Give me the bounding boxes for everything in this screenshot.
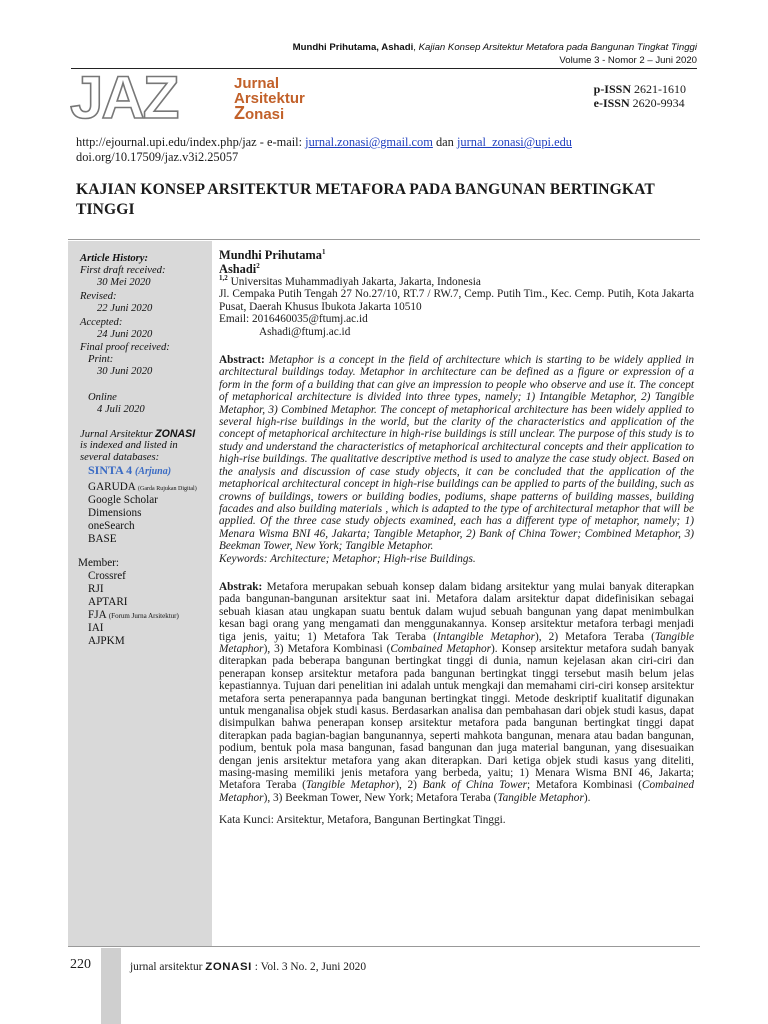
abstract-id-text-2: ), 2) Metafora Teraba ( — [535, 630, 655, 643]
issn-electronic-value: 2620-9934 — [632, 96, 685, 110]
email-link-upi[interactable]: jurnal_zonasi@upi.edu — [456, 135, 572, 149]
abstract-id-text-5: ), 2) — [395, 779, 423, 792]
author-2 — [219, 262, 694, 276]
abstract-id-label: Abstrak: — [219, 580, 263, 593]
abstract-id-italic-1: Intangible Metaphor — [436, 630, 535, 643]
fja-label: FJA — [88, 609, 107, 621]
author-1 — [219, 248, 694, 262]
keywords-id: Kata Kunci: Arsitektur, Metafora, Bangunan Bertingkat Tinggi. — [219, 814, 506, 827]
footer-journal — [130, 960, 366, 974]
title-rule — [68, 239, 700, 240]
sinta-note-wrap — [135, 463, 171, 477]
issn-block — [594, 82, 686, 110]
author-2-sup: 2 — [256, 261, 260, 270]
logo-letters: JAZ — [70, 64, 178, 131]
revised-label: Revised: — [80, 291, 117, 302]
issn-electronic — [594, 96, 686, 110]
abstract-en-label: Abstract: — [219, 354, 265, 367]
accepted-date: 24 Juni 2020 — [97, 329, 153, 340]
email-label: Email: — [219, 313, 252, 326]
abstract-id-italic-3: Combained Metaphor — [390, 642, 492, 655]
journal-url[interactable]: http://ejournal.upi.edu/index.php/jaz - e-mail: — [76, 135, 306, 149]
running-header-line: Mundhi Prihutama, Ashadi, Kajian Konsep Arsitektur Metafora pada Bangunan Tingkat Tinggi — [292, 42, 697, 53]
indexed-zonasi: ZONASI — [155, 428, 196, 440]
database-google-scholar: Google Scholar — [88, 494, 158, 506]
sinta-entry — [88, 464, 171, 478]
article-body — [219, 248, 694, 827]
first-draft-date: 30 Mei 2020 — [97, 277, 151, 288]
indexed-prefix: Jurnal Arsitektur — [80, 429, 156, 440]
first-draft-label: First draft received: — [80, 265, 166, 276]
database-onesearch: oneSearch — [88, 520, 135, 532]
member-crossref: Crossref — [88, 570, 126, 582]
affiliation — [219, 276, 694, 288]
email-conjunction: dan — [432, 135, 457, 149]
abstract-id-text-6: ; Metafora Kombinasi ( — [527, 779, 642, 792]
database-dimensions: Dimensions — [88, 507, 142, 519]
logo-line-zonasi — [234, 103, 285, 123]
logo-line-arsitektur: Arsitektur — [234, 90, 305, 107]
abstract-id-italic-2: Tangible Metaphor — [219, 630, 694, 655]
doi-link[interactable]: doi.org/10.17509/jaz.v3i2.25057 — [76, 150, 239, 164]
author-1-sup: 1 — [321, 247, 326, 256]
running-header-title: Kajian Konsep Arsitektur Metafora pada Bangunan Tingkat Tinggi — [418, 42, 697, 53]
member-fja — [88, 609, 179, 623]
history-label: Article History: — [80, 253, 148, 264]
logo-zonasi-rest: onasi — [245, 106, 285, 123]
footer-journal-suffix: : Vol. 3 No. 2, Juni 2020 — [251, 961, 367, 973]
abstract-id — [219, 581, 694, 804]
revised-date: 22 Juni 2020 — [97, 303, 153, 314]
author-2-name: Ashadi — [219, 262, 257, 276]
url-line — [76, 135, 572, 150]
address: Jl. Cempaka Putih Tengah 27 No.27/10, RT.7 / RW.7, Cemp. Putih Tim., Kec. Cemp. Putih, Kota Jakarta Pusat, Daerah Khusus Ibukota Jakarta 10510 — [219, 288, 694, 313]
print-label: Print: — [88, 354, 114, 365]
running-header-authors: Mundhi Prihutama, Ashadi — [292, 42, 414, 53]
member-aptari: APTARI — [88, 596, 128, 608]
abstract-id-text-1: Metafora merupakan sebuah konsep dalam bidang arsitektur yang mulai banyak diterapkan pada bangunan-bangunan arsitektur saat ini. Metafora dalam arsitektur dapat didefinisikan sebagai sebuah kiasan atau ungkapan suatu bentuk dalam wujud sebuah bangunan yang dapat menimbulkan kesan bagi orang yang mengamati dan menggunakannya. Konsep arsitektur metafora terbagi menjadi tiga jenis, yaitu; 1) Metafora Tak Teraba ( — [219, 580, 694, 643]
garuda-note: (Garda Rujukan Digital) — [138, 486, 197, 492]
affiliation-sup: 1,2 — [219, 274, 228, 283]
footer-journal-zonasi: ZONASI — [205, 961, 252, 973]
member-ajpkm: AJPKM — [88, 635, 125, 647]
online-date: 4 Juli 2020 — [97, 404, 145, 415]
fja-note: (Forum Jurna Arsitektur) — [108, 612, 179, 620]
keywords-en: Keywords: Architecture; Metaphor; High-rise Buildings. — [219, 552, 476, 565]
email-line-1 — [219, 313, 694, 325]
journal-logo — [70, 64, 316, 131]
indexed-line2: is indexed and listed in — [80, 440, 178, 451]
issn-print-value: 2621-1610 — [634, 82, 686, 96]
abstract-id-italic-5: Bank of China Tower — [422, 779, 528, 792]
garuda-label: GARUDA — [88, 481, 136, 493]
issn-print — [594, 82, 686, 96]
abstract-id-text-7: ), 3) Beekman Tower, New York; Metafora Teraba ( — [263, 791, 498, 804]
author-email-2: Ashadi@ftumj.ac.id — [259, 325, 351, 338]
abstract-en — [219, 354, 694, 553]
issn-electronic-label: e-ISSN — [593, 96, 630, 110]
journal-links — [76, 135, 572, 165]
affiliation-text: Universitas Muhammadiyah Jakarta, Jakarta, Indonesia — [227, 276, 481, 288]
accepted-label: Accepted: — [80, 317, 123, 328]
logo-zonasi-initial: Z — [234, 103, 245, 123]
issn-print-label: p-ISSN — [593, 82, 631, 96]
abstract-en-text: Metaphor is a concept in the field of architecture which is starting to be widely applied in architectural buildings today. Metaphor in architecture can be defined as a figure or expression of a form in the form of a building that can give an impression to people who observe and use it. The concept of metaphorical architecture is divided into three types, namely; 1) Intangible Metaphor, 2) Tangible Metaphor, 3) Combined Metaphor. The concept of metaphorical architecture has been widely applied to several high-rise buildings in the world, but the clarity of the characteristics and application of the concept of metaphorical architecture in high-rise buildings is still unclear. The purpose of this study is to study and understand the characteristics of metaphorical architectural concepts and their application to high-rise buildings. The qualitative descriptive method is used to analyze the case study object. Based on the analysis and discussion of case study objects, it can be concluded that the application of the metaphorical architectural concept in high-rise buildings can be applied to parts of the building, such as crowns of buildings, towers or building bodies, podiums, shape patterns of building masses, building facades and also building materials , which is adapted to the type of architectural metaphor that will be applied. Of the three case study objects examined, each has a different type of metaphor, namely; 1) Menara Wisma BNI 46, Jakarta; Tangible Metaphor, 2) Bank of China Tower; Combined Metaphor, 3) Beekman Tower, New York; Tangible Metaphor. — [219, 354, 694, 553]
running-header — [293, 41, 697, 67]
member-rji: RJI — [88, 583, 104, 595]
logo-line-jurnal: Jurnal — [234, 75, 280, 92]
running-header-volume: Volume 3 - Nomor 2 – Juni 2020 — [559, 55, 697, 66]
online-label: Online — [88, 392, 117, 403]
abstract-id-text-4: ). Konsep arsitektur metafora sudah banyak diterapkan pada beberapa bangunan bertingkat tinggi di dunia, namun kejelasan akan ciri-ciri dan penerapan konsep arsitektur metafora pada bangunan bertingkat tinggi tersebut masih belum jelas kepastiannya. Tujuan dari penelitian ini adalah untuk mengkaji dan memahami ciri-ciri konsep arsitektur metafora serta penerapannya pada bangunan bertingkat tinggi. Metode deskriptif kualitatif digunakan untuk menganalisa objek studi kasus. Berdasarkan analisa dan pembahasan dari objek studi kasus, dapat disimpulkan bahwa penerapan konsep arsitektur metafora pada bangunan bertingkat tinggi dapat diterapkan pada bagian-bagian bangunannya, seperti mahkota bangunan, menara atau badan bangunan, podium, bentuk pola masa bangunan, fasad bangunan dan juga material bangunan, yang disesuaikan dengan jenis arsitektur metafora yang akan diterapkan. Dari ketiga objek studi kasus yang diteliti, masing-masing memiliki jenis metafora yang berbeda, yaitu; 1) Menara Wisma BNI 46, Jakarta; Metafora Teraba ( — [219, 642, 694, 792]
footer-bar — [101, 948, 121, 1024]
author-email-1: 2016460035@ftumj.ac.id — [251, 313, 368, 326]
page-number: 220 — [70, 957, 91, 972]
sinta-note: (Arjuna) — [134, 466, 172, 477]
sinta-label: SINTA 4 — [88, 463, 133, 477]
abstract-id-italic-6: Combained Metaphor — [219, 779, 695, 804]
email-link-gmail[interactable]: jurnal.zonasi@gmail.com — [305, 135, 433, 149]
article-title: KAJIAN KONSEP ARSITEKTUR METAFORA PADA BANGUNAN BERTINGKAT TINGGI — [76, 181, 655, 218]
abstract-id-text-3: ), 3) Metafora Kombinasi ( — [263, 642, 391, 655]
footer-journal-prefix: jurnal arsitektur — [130, 961, 206, 973]
member-iai: IAI — [88, 622, 104, 634]
database-base: BASE — [88, 533, 117, 545]
footer-rule — [68, 946, 700, 947]
member-label: Member: — [78, 557, 120, 569]
print-date: 30 Juni 2020 — [97, 366, 153, 377]
abstract-id-italic-4: Tangible Metaphor — [305, 779, 396, 792]
indexed-line3: several databases: — [80, 452, 160, 463]
abstract-id-text-8: ). — [583, 791, 591, 804]
abstract-id-italic-7: Tangible Metaphor — [497, 791, 584, 804]
final-proof-label: Final proof received: — [80, 342, 170, 353]
author-1-name: Mundhi Prihutama — [219, 248, 322, 262]
